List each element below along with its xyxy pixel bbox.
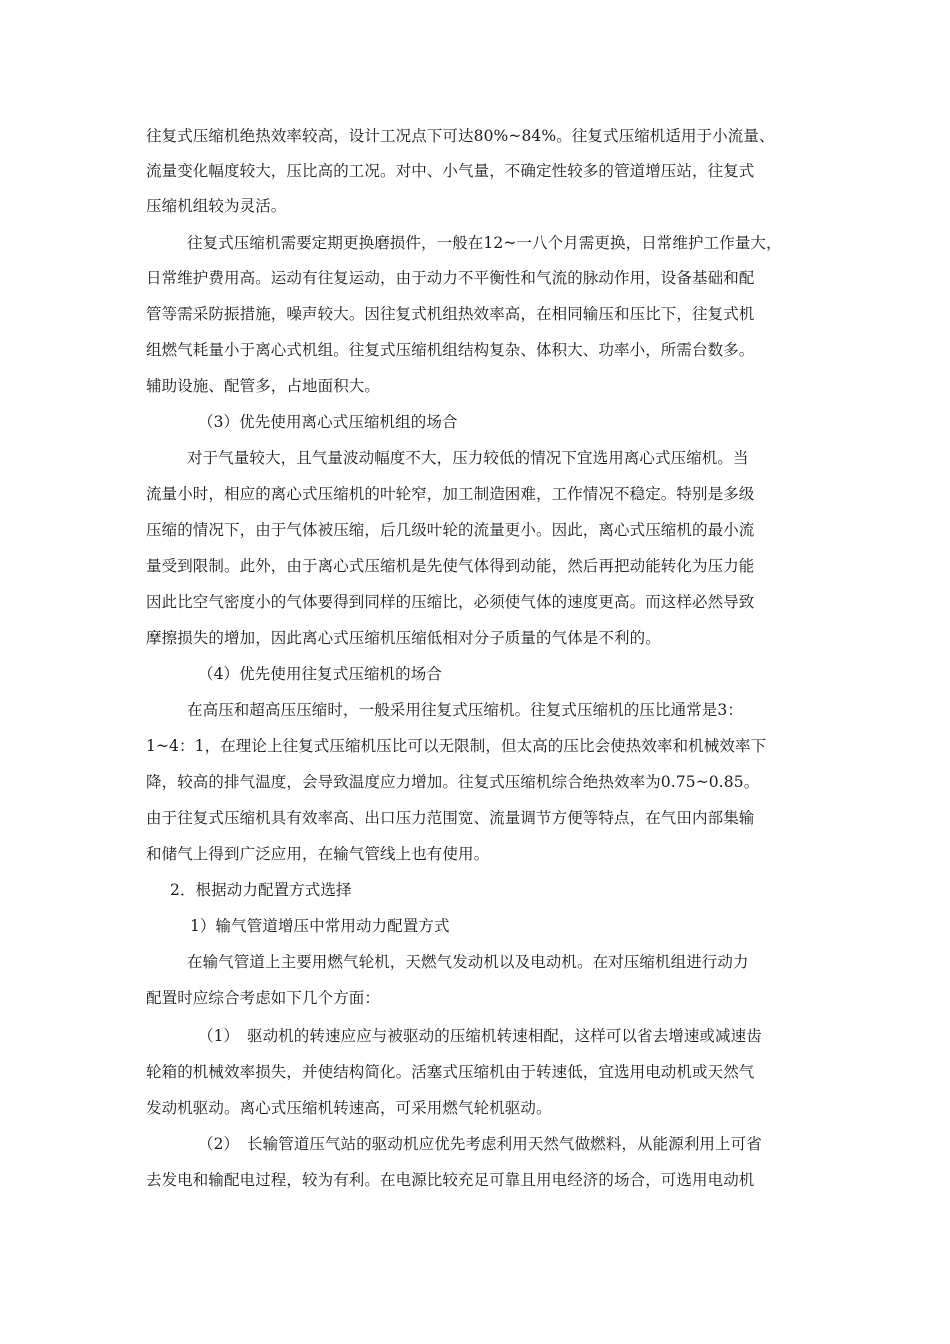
text-line: 管等需采防振措施，噪声较大。因往复式机组热效率高，在相同输压和压比下，往复式机	[146, 305, 755, 323]
text-line: （1） 驱动机的转速应应与被驱动的压缩机转速相配，这样可以省去增速或减速齿	[198, 1027, 762, 1045]
text-line: 量受到限制。此外，由于离心式压缩机是先使气体得到动能，然后再把动能转化为压力能	[146, 557, 755, 575]
text-line: 发动机驱动。离心式压缩机转速高，可采用燃气轮机驱动。	[146, 1099, 552, 1117]
section-heading: （4）优先使用往复式压缩机的场合	[198, 665, 442, 683]
text-line: 流量变化幅度较大，压比高的工况。对中、小气量，不确定性较多的管道增压站，往复式	[146, 162, 755, 180]
text-line: 流量小时，相应的离心式压缩机的叶轮窄，加工制造困难，工作情况不稳定。特别是多级	[146, 485, 755, 503]
text-line: 压缩机组较为灵活。	[146, 197, 287, 215]
text-line: 压缩的情况下，由于气体被压缩，后几级叶轮的流量更小。因此，离心式压缩机的最小流	[146, 521, 755, 539]
text-line: 因此比空气密度小的气体要得到同样的压缩比，必须使气体的速度更高。而这样必然导致	[146, 593, 755, 611]
text-line: 日常维护费用高。运动有往复运动，由于动力不平衡性和气流的脉动作用，设备基础和配	[146, 269, 755, 287]
text-line: 在输气管道上主要用燃气轮机，天燃气发动机以及电动机。在对压缩机组进行动力	[187, 953, 749, 971]
text-line: 和储气上得到广泛应用，在输气管线上也有使用。	[146, 845, 490, 863]
text-line: 由于往复式压缩机具有效率高、出口压力范围宽、流量调节方便等特点，在气田内部集输	[146, 809, 755, 827]
text-line: 对于气量较大，且气量波动幅度不大，压力较低的情况下宜选用离心式压缩机。当	[187, 449, 749, 467]
section-heading: （3）优先使用离心式压缩机组的场合	[198, 413, 458, 431]
text-line: 轮箱的机械效率损失，并使结构简化。活塞式压缩机由于转速低，宜选用电动机或天然气	[146, 1063, 755, 1081]
text-line: 降，较高的排气温度，会导致温度应力增加。往复式压缩机综合绝热效率为0.75~0.85。	[146, 773, 760, 791]
text-line: 摩擦损失的增加，因此离心式压缩机压缩低相对分子质量的气体是不利的。	[146, 629, 661, 647]
section-heading: 2．根据动力配置方式选择	[170, 881, 352, 899]
text-line: （2） 长输管道压气站的驱动机应优先考虑利用天然气做燃料，从能源利用上可省	[198, 1135, 762, 1153]
text-line: 往复式压缩机绝热效率较高，设计工况点下可达80%~84%。往复式压缩机适用于小流量、	[146, 127, 775, 145]
text-line: 在高压和超高压压缩时，一般采用往复式压缩机。往复式压缩机的压比通常是3：	[187, 701, 743, 719]
text-line: 往复式压缩机需要定期更换磨损件，一般在12~一八个月需更换，日常维护工作量大，	[187, 234, 782, 252]
text-line: 1~4：1，在理论上往复式压缩机压比可以无限制，但太高的压比会使热效率和机械效率下	[146, 737, 767, 755]
text-line: 辅助设施、配管多，占地面积大。	[146, 377, 381, 395]
subsection-heading: 1）输气管道增压中常用动力配置方式	[190, 917, 450, 935]
text-line: 配置时应综合考虑如下几个方面：	[146, 989, 381, 1007]
text-line: 组燃气耗量小于离心式机组。往复式压缩机组结构复杂、体积大、功率小，所需台数多。	[146, 341, 755, 359]
text-line: 去发电和输配电过程，较为有利。在电源比较充足可靠且用电经济的场合，可选用电动机	[146, 1171, 755, 1189]
